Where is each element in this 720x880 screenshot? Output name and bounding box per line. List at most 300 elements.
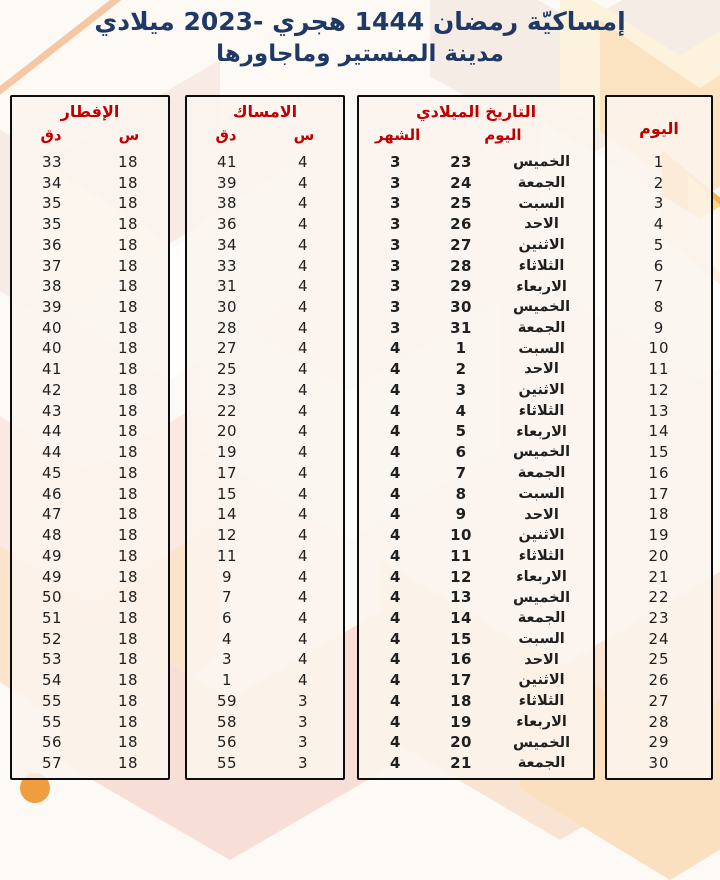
imsak-m-cell: 14 — [216, 505, 238, 524]
imsak-h-cell: 4 — [297, 298, 309, 316]
gmonth-cell: 4 — [390, 526, 401, 545]
weekday-cell: الاحد — [524, 651, 559, 668]
weekday-cell: الجمعة — [517, 465, 566, 482]
table-row — [189, 753, 341, 774]
gmonth-cell: 4 — [390, 609, 401, 628]
gmonth-cell: 3 — [390, 277, 401, 296]
weekday-cell: السبت — [518, 631, 565, 647]
iftar-h-cell: 18 — [117, 256, 139, 275]
table-row — [14, 650, 166, 671]
iftar-m-cell: 39 — [41, 298, 63, 316]
table-row — [361, 567, 591, 588]
imsak-h-cell: 4 — [297, 505, 309, 524]
gmonth-cell: 4 — [390, 401, 401, 420]
table-row — [189, 152, 341, 173]
day-cell: 14 — [648, 422, 670, 441]
table-row — [361, 193, 591, 214]
iftar-h-cell: 18 — [117, 629, 139, 648]
imsak-h-cell: 4 — [297, 215, 309, 234]
table-row — [361, 256, 591, 277]
iftar-h-cell: 18 — [117, 173, 139, 192]
weekday-cell: السبت — [518, 485, 565, 502]
table-row — [361, 546, 591, 567]
imsak-h-cell: 4 — [297, 567, 309, 586]
iftar-subheader — [12, 126, 168, 144]
table-row — [609, 152, 709, 173]
iftar-h-cell: 18 — [117, 588, 139, 607]
table-row — [14, 753, 166, 774]
table-row — [361, 422, 591, 443]
table-row — [361, 276, 591, 297]
imsak-h-cell: 4 — [297, 277, 309, 296]
table-row — [361, 339, 591, 360]
weekday-cell: السبت — [518, 195, 565, 212]
weekday-cell: الاحد — [524, 216, 559, 233]
gmonth-cell: 4 — [390, 567, 401, 586]
gmonth-cell: 4 — [390, 712, 401, 731]
table-row — [14, 173, 166, 194]
table-row — [609, 753, 709, 774]
table-row — [14, 546, 166, 567]
gdate-cell: 30 — [450, 298, 472, 316]
gregorian-date-table — [357, 95, 595, 780]
imsak-rows — [189, 152, 341, 774]
table-row — [189, 587, 341, 608]
gdate-cell: 2 — [455, 360, 467, 379]
gmonth-cell: 3 — [390, 298, 401, 316]
table-row — [14, 733, 166, 754]
iftar-m-cell: 40 — [41, 318, 63, 337]
table-row — [361, 297, 591, 318]
table-row — [361, 753, 591, 774]
imsak-m-cell: 15 — [216, 484, 238, 503]
table-row — [189, 608, 341, 629]
iftar-h-cell: 18 — [117, 567, 139, 586]
table-row — [609, 650, 709, 671]
day-cell: 25 — [648, 650, 670, 669]
imsak-m-cell: 12 — [216, 526, 238, 545]
imsak-h-cell: 4 — [297, 671, 309, 690]
iftar-m-cell: 40 — [41, 339, 63, 358]
table-row — [361, 733, 591, 754]
imsak-table — [185, 95, 345, 780]
iftar-m-cell: 55 — [41, 691, 63, 710]
iftar-m-cell: 55 — [41, 712, 63, 731]
imsak-h-cell: 4 — [297, 380, 309, 399]
gmonth-cell: 3 — [390, 215, 401, 234]
table-row — [14, 193, 166, 214]
day-cell: 22 — [648, 588, 670, 607]
table-row — [609, 504, 709, 525]
gdate-cell: 8 — [455, 484, 467, 503]
table-row — [609, 193, 709, 214]
day-cell: 1 — [653, 152, 665, 171]
iftar-h-cell: 18 — [117, 422, 139, 441]
table-row — [14, 339, 166, 360]
iftar-h-cell: 18 — [117, 401, 139, 420]
table-row — [14, 463, 166, 484]
day-cell: 4 — [653, 215, 665, 234]
table-row — [189, 318, 341, 339]
iftar-m-cell: 49 — [41, 567, 63, 586]
gdate-cell: 23 — [450, 152, 472, 171]
table-row — [609, 442, 709, 463]
table-row — [189, 712, 341, 733]
table-row — [14, 629, 166, 650]
table-row — [609, 359, 709, 380]
table-row — [609, 712, 709, 733]
day-cell: 19 — [648, 526, 670, 545]
table-row — [361, 318, 591, 339]
table-row — [14, 401, 166, 422]
gdate-cell: 26 — [450, 215, 472, 234]
imsak-h-cell: 4 — [297, 443, 309, 462]
day-cell: 23 — [648, 609, 670, 628]
imsak-h-cell: 3 — [297, 733, 309, 752]
weekday-cell: الاربعاء — [516, 423, 567, 440]
iftar-m-cell: 42 — [41, 380, 63, 399]
day-cell: 24 — [648, 629, 670, 648]
gmonth-cell: 4 — [390, 339, 401, 358]
table-row — [609, 380, 709, 401]
page-title — [0, 4, 720, 70]
table-row — [189, 650, 341, 671]
imsak-h-cell: 4 — [297, 339, 309, 358]
imsak-h-cell: 3 — [297, 754, 309, 773]
day-cell: 28 — [648, 712, 670, 731]
imsak-h-cell: 4 — [297, 484, 309, 503]
weekday-cell: الثلاثاء — [518, 693, 565, 710]
table-row — [14, 670, 166, 691]
table-row — [14, 276, 166, 297]
table-row — [609, 422, 709, 443]
table-row — [609, 567, 709, 588]
imsak-h-cell: 4 — [297, 629, 309, 648]
gmonth-cell: 4 — [390, 463, 401, 482]
table-row — [189, 235, 341, 256]
imsak-h-cell: 4 — [297, 194, 309, 213]
imsak-h-cell: 4 — [297, 360, 309, 379]
table-row — [14, 235, 166, 256]
table-row — [189, 629, 341, 650]
table-row — [361, 629, 591, 650]
imsak-m-cell: 56 — [216, 733, 238, 752]
table-row — [609, 691, 709, 712]
iftar-h-cell: 18 — [117, 215, 139, 234]
gdate-cell: 16 — [450, 650, 472, 669]
gdate-cell: 4 — [455, 401, 467, 420]
imsak-m-cell: 27 — [216, 339, 238, 358]
weekday-cell: السبت — [518, 340, 565, 357]
gdate-cell: 18 — [450, 691, 472, 710]
imsak-m-cell: 1 — [221, 671, 233, 690]
weekday-cell: الاحد — [524, 361, 559, 378]
imsak-h-cell: 3 — [297, 691, 309, 710]
gregorian-day-label: اليوم — [484, 126, 522, 144]
gmonth-cell: 4 — [390, 380, 401, 399]
imsak-h-cell: 4 — [297, 256, 309, 275]
table-row — [14, 422, 166, 443]
gmonth-cell: 3 — [390, 173, 401, 192]
table-row — [189, 733, 341, 754]
weekday-cell: الثلاثاء — [518, 257, 565, 274]
iftar-m-cell: 37 — [41, 256, 63, 275]
ramadan-day-header: اليوم — [639, 119, 679, 138]
gdate-cell: 14 — [450, 609, 472, 628]
table-row — [189, 214, 341, 235]
table-row — [609, 670, 709, 691]
table-row — [14, 359, 166, 380]
gmonth-cell: 4 — [390, 360, 401, 379]
table-row — [609, 629, 709, 650]
gdate-cell: 20 — [450, 733, 472, 752]
imsak-hours-label: س — [293, 126, 315, 144]
table-row — [361, 670, 591, 691]
gmonth-cell: 3 — [390, 318, 401, 337]
table-row — [14, 484, 166, 505]
table-row — [609, 463, 709, 484]
weekday-cell: الجمعة — [517, 755, 566, 772]
table-row — [361, 504, 591, 525]
gmonth-cell: 4 — [390, 629, 401, 648]
table-row — [14, 504, 166, 525]
imsak-m-cell: 55 — [216, 754, 238, 773]
iftar-hours-label: س — [118, 126, 140, 144]
iftar-m-cell: 44 — [41, 422, 63, 441]
gmonth-cell: 3 — [390, 235, 401, 254]
table-row — [189, 691, 341, 712]
imsak-h-cell: 4 — [297, 546, 309, 565]
iftar-m-cell: 51 — [41, 609, 63, 628]
gdate-cell: 6 — [455, 443, 467, 462]
table-row — [361, 235, 591, 256]
iftar-h-cell: 18 — [117, 318, 139, 337]
imsak-h-cell: 4 — [297, 152, 309, 171]
day-cell: 11 — [648, 360, 670, 379]
table-row — [361, 587, 591, 608]
gmonth-cell: 4 — [390, 422, 401, 441]
iftar-minutes-label: دق — [40, 126, 62, 144]
gregorian-month-label: الشهر — [374, 126, 421, 144]
iftar-m-cell: 45 — [41, 463, 63, 482]
table-row — [189, 359, 341, 380]
iftar-h-cell: 18 — [117, 339, 139, 358]
table-row — [189, 193, 341, 214]
table-row — [361, 152, 591, 173]
weekday-cell: الاحد — [524, 506, 559, 523]
table-row — [189, 380, 341, 401]
imsak-h-cell: 4 — [297, 650, 309, 669]
table-row — [189, 297, 341, 318]
table-row — [361, 359, 591, 380]
day-cell: 10 — [648, 339, 670, 358]
iftar-m-cell: 48 — [41, 526, 63, 545]
table-row — [361, 401, 591, 422]
table-row — [361, 712, 591, 733]
iftar-h-cell: 18 — [117, 360, 139, 379]
table-row — [361, 650, 591, 671]
table-row — [189, 546, 341, 567]
day-cell: 13 — [648, 401, 670, 420]
day-cell: 26 — [648, 671, 670, 690]
gdate-cell: 13 — [450, 588, 472, 607]
gdate-cell: 27 — [450, 235, 472, 254]
table-row — [189, 401, 341, 422]
ramadan-day-table — [605, 95, 713, 780]
gregorian-header: التاريخ الميلادي — [415, 102, 537, 121]
day-cell: 27 — [648, 691, 670, 710]
iftar-h-cell: 18 — [117, 671, 139, 690]
imsak-h-cell: 4 — [297, 588, 309, 607]
iftar-h-cell: 18 — [117, 691, 139, 710]
weekday-cell: الخميس — [513, 734, 571, 751]
table-row — [361, 380, 591, 401]
table-row — [609, 173, 709, 194]
imsak-h-cell: 4 — [297, 609, 309, 628]
iftar-m-cell: 33 — [41, 152, 63, 171]
imsak-m-cell: 58 — [216, 712, 238, 731]
weekday-cell: الجمعة — [517, 319, 566, 336]
iftar-h-cell: 18 — [117, 505, 139, 524]
imsak-m-cell: 28 — [216, 318, 238, 337]
weekday-cell: الثلاثاء — [518, 548, 565, 565]
imsak-m-cell: 23 — [216, 380, 238, 399]
table-row — [14, 691, 166, 712]
iftar-h-cell: 18 — [117, 152, 139, 171]
table-row — [189, 484, 341, 505]
table-row — [609, 401, 709, 422]
title-line-2: مدينة المنستير وماجاورها — [216, 41, 504, 68]
table-row — [609, 608, 709, 629]
table-row — [609, 276, 709, 297]
day-cell: 15 — [648, 443, 670, 462]
table-row — [609, 733, 709, 754]
iftar-m-cell: 52 — [41, 629, 63, 648]
iftar-h-cell: 18 — [117, 712, 139, 731]
table-row — [609, 256, 709, 277]
imsak-h-cell: 4 — [297, 526, 309, 545]
title-line-1: إمساكيّة رمضان 1444 هجري -2023 ميلادي — [94, 7, 626, 36]
imsak-m-cell: 41 — [216, 152, 238, 171]
imsak-m-cell: 59 — [216, 691, 238, 710]
gdate-cell: 19 — [450, 712, 472, 731]
gdate-cell: 5 — [455, 422, 467, 441]
iftar-m-cell: 44 — [41, 443, 63, 462]
day-cell: 3 — [653, 194, 665, 213]
table-row — [14, 525, 166, 546]
table-row — [609, 339, 709, 360]
table-row — [361, 442, 591, 463]
table-row — [189, 504, 341, 525]
iftar-m-cell: 41 — [41, 360, 63, 379]
day-cell: 20 — [648, 546, 670, 565]
iftar-h-cell: 18 — [117, 546, 139, 565]
gmonth-cell: 4 — [390, 671, 401, 690]
imsak-m-cell: 25 — [216, 360, 238, 379]
imsak-h-cell: 4 — [297, 463, 309, 482]
table-row — [361, 608, 591, 629]
imsak-m-cell: 39 — [216, 173, 238, 192]
gdate-cell: 15 — [450, 629, 472, 648]
iftar-h-cell: 18 — [117, 235, 139, 254]
table-row — [189, 567, 341, 588]
table-row — [361, 173, 591, 194]
gdate-cell: 11 — [450, 546, 472, 565]
spacer — [570, 126, 593, 144]
imsak-m-cell: 34 — [216, 235, 238, 254]
table-row — [361, 691, 591, 712]
gregorian-subheader — [359, 126, 593, 144]
weekday-cell: الاثنين — [518, 237, 565, 254]
table-row — [609, 546, 709, 567]
gdate-cell: 12 — [450, 567, 472, 586]
imsak-subheader — [187, 126, 343, 144]
iftar-h-cell: 18 — [117, 733, 139, 752]
day-cell: 12 — [648, 380, 670, 399]
day-cell: 5 — [653, 235, 665, 254]
gdate-cell: 10 — [450, 526, 472, 545]
day-cell: 8 — [653, 298, 665, 316]
gmonth-cell: 4 — [390, 505, 401, 524]
weekday-cell: الخميس — [513, 589, 571, 606]
weekday-cell: الاثنين — [518, 672, 565, 689]
table-row — [189, 525, 341, 546]
gmonth-cell: 4 — [390, 588, 401, 607]
iftar-rows — [14, 152, 166, 774]
imsak-minutes-label: دق — [215, 126, 237, 144]
weekday-cell: الاربعاء — [516, 278, 567, 295]
day-cell: 16 — [648, 463, 670, 482]
iftar-m-cell: 43 — [41, 401, 63, 420]
iftar-m-cell: 34 — [41, 173, 63, 192]
iftar-m-cell: 54 — [41, 671, 63, 690]
weekday-cell: الخميس — [513, 444, 571, 461]
day-cell: 21 — [648, 567, 670, 586]
iftar-h-cell: 18 — [117, 380, 139, 399]
day-cell: 9 — [653, 318, 665, 337]
weekday-cell: الاربعاء — [516, 713, 567, 730]
gmonth-cell: 4 — [390, 650, 401, 669]
gmonth-cell: 4 — [390, 754, 401, 773]
day-cell: 30 — [648, 754, 670, 773]
gmonth-cell: 4 — [390, 733, 401, 752]
table-row — [14, 214, 166, 235]
iftar-m-cell: 38 — [41, 277, 63, 296]
imsak-m-cell: 11 — [216, 546, 238, 565]
ramadan-day-rows — [609, 152, 709, 774]
iftar-h-cell: 18 — [117, 194, 139, 213]
weekday-cell: الاربعاء — [516, 568, 567, 585]
gdate-cell: 3 — [455, 380, 467, 399]
weekday-cell: الاثنين — [518, 382, 565, 399]
table-row — [14, 442, 166, 463]
imsak-h-cell: 4 — [297, 401, 309, 420]
iftar-table — [10, 95, 170, 780]
iftar-m-cell: 50 — [41, 588, 63, 607]
iftar-h-cell: 18 — [117, 277, 139, 296]
imsak-h-cell: 4 — [297, 173, 309, 192]
gmonth-cell: 4 — [390, 484, 401, 503]
table-row — [609, 587, 709, 608]
imsak-m-cell: 6 — [221, 609, 233, 628]
imsak-m-cell: 3 — [221, 650, 233, 669]
iftar-m-cell: 35 — [41, 215, 63, 234]
table-row — [189, 256, 341, 277]
imsak-m-cell: 36 — [216, 215, 238, 234]
iftar-h-cell: 18 — [117, 484, 139, 503]
table-row — [189, 422, 341, 443]
gdate-cell: 31 — [450, 318, 472, 337]
